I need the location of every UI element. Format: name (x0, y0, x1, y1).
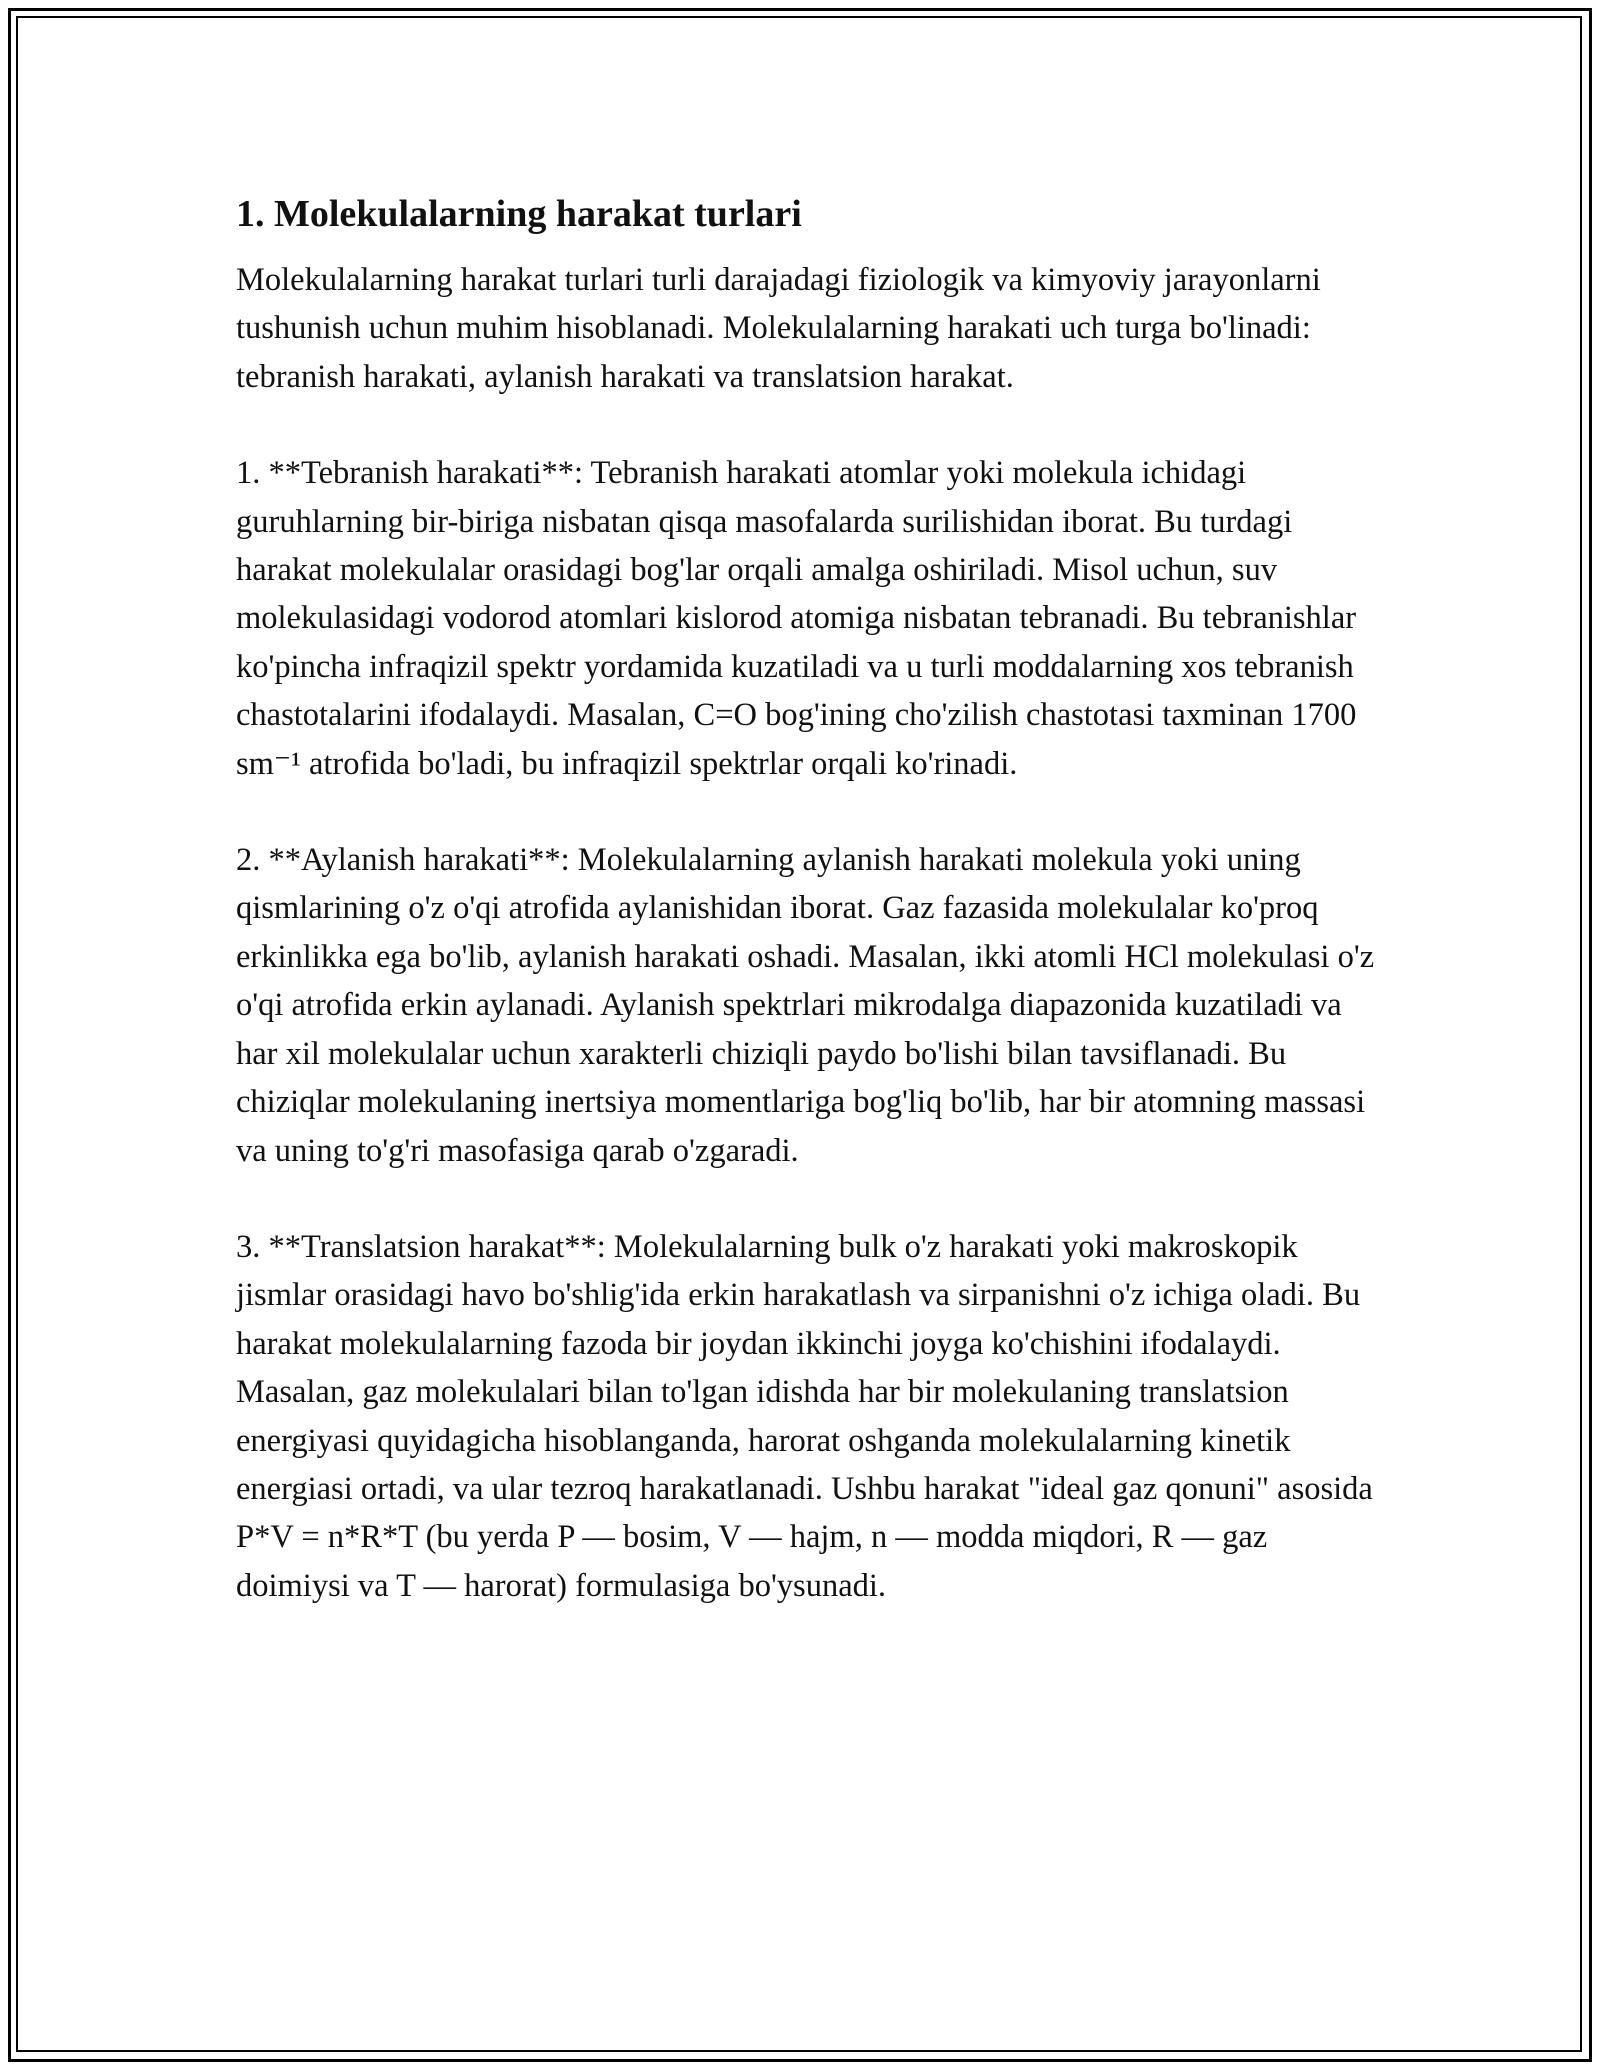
vibration-paragraph: 1. **Tebranish harakati**: Tebranish harakati atomlar yoki molekula ichidagi guruhlarning bir-biriga nisbatan qisqa masofalarda surilishidan iborat. Bu turdagi harakat molekulalar orasidagi bog'lar orqali amalga oshiriladi. Misol uchun, suv molekulasidagi vodorod atomlari kislorod atomiga nisbatan tebranadi. Bu tebranishlar ko'pincha infraqizil spektr yordamida kuzatiladi va u turli moddalarning xos tebranish chastotalarini ifodalaydi. Masalan, C=O bog'ining cho'zilish chastotasi taxminan 1700 sm⁻¹ atrofida bo'ladi, bu infraqizil spektrlar orqali ko'rinadi. (236, 455, 1357, 782)
rotation-paragraph: 2. **Aylanish harakati**: Molekulalarning aylanish harakati molekula yoki uning qismlarining o'z o'qi atrofida aylanishidan iborat. Gaz fazasida molekulalar ko'proq erkinlikka ega bo'lib, aylanish harakati oshadi. Masalan, ikki atomli HCl molekulasi o'z o'qi atrofida erkin aylanadi. Aylanish spektrlari mikrodalga diapazonida kuzatiladi va har xil molekulalar uchun xarakterli chiziqli paydo bo'lishi bilan tavsiflanadi. Bu chiziqlar molekulaning inertsiya momentlariga bog'liq bo'lib, har bir atomning massasi va uning to'g'ri masofasiga qarab o'zgaradi. (236, 842, 1375, 1169)
document-body (236, 182, 1376, 1658)
translation-paragraph: 3. **Translatsion harakat**: Molekulalarning bulk o'z harakati yoki makroskopik jismlar orasidagi havo bo'shlig'ida erkin harakatlash va sirpanishni o'z ichiga oladi. Bu harakat molekulalarning fazoda bir joydan ikkinchi joyga ko'chishini ifodalaydi. Masalan, gaz molekulalari bilan to'lgan idishda har bir molekulaning translatsion energiyasi quyidagicha hisoblanganda, harorat oshganda molekulalarning kinetik energiasi ortadi, va ular tezroq harakatlanadi. Ushbu harakat "ideal gaz qonuni" asosida P*V = n*R*T (bu yerda P — bosim, V — hajm, n — modda miqdori, R — gaz doimiysi va T — harorat) formulasiga bo'ysunadi. (236, 1228, 1373, 1604)
intro-paragraph: Molekulalarning harakat turlari turli darajadagi fiziologik va kimyoviy jarayonlarni tushunish uchun muhim hisoblanadi. Molekulalarning harakati uch turga bo'linadi: tebranish harakati, aylanish harakati va translatsion harakat. (236, 262, 1321, 395)
section-title: 1. Molekulalarning harakat turlari (236, 193, 802, 235)
